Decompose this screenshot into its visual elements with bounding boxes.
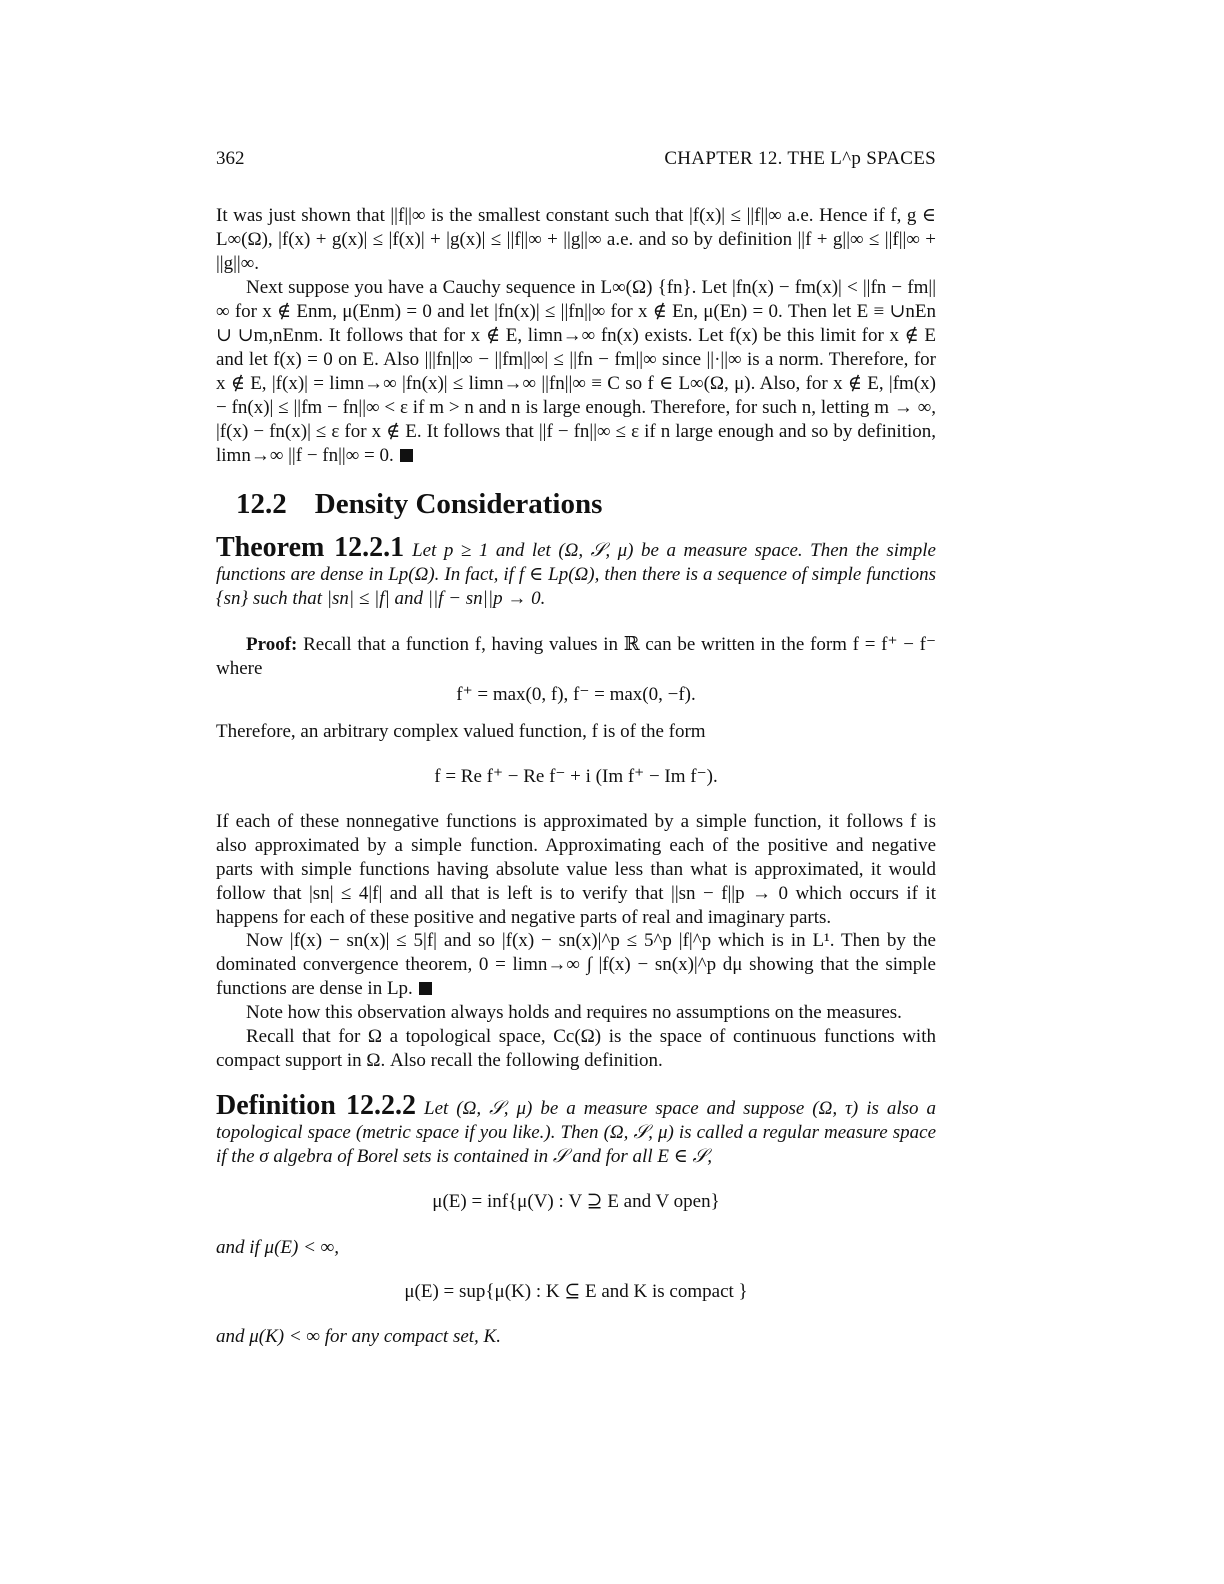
proof-paragraph-2: Therefore, an arbitrary complex valued function, f is of the form	[216, 721, 706, 742]
section-number: 12.2	[236, 488, 287, 520]
intro-paragraph-2: Next suppose you have a Cauchy sequence in L∞(Ω) {fn}. Let |fn(x) − fm(x)| < ||fn − fm||∞ for x ∉ Enm, μ(Enm) = 0 and let |fn(x)| ≤ ||fn||∞ for x ∉ En, μ(En) = 0. Then let E ≡ ∪nEn ∪ ∪m,nEnm. It follows that for x ∉ E, limn→∞ fn(x) exists. Let f(x) be this limit for x ∉ E and let f(x) = 0 on E. Also |||fn||∞ − ||fm||∞| ≤ ||fn − fm||∞ since ||·||∞ is a norm. Therefore, for x ∉ E, |f(x)| = limn→∞ |fn(x)| ≤ limn→∞ ||fn||∞ ≡ C so f ∈ L∞(Ω, μ). Also, for x ∉ E, |fm(x) − fn(x)| ≤ ||fm − fn||∞ < ε if m > n and n is large enough. Therefore, for such n, letting m → ∞, |f(x) − fn(x)| ≤ ε for x ∉ E. It follows that ||f − fn||∞ ≤ ε if n large enough and so by definition, limn→∞ ||f − fn||∞ = 0.	[216, 277, 936, 466]
proof-label: Proof:	[246, 634, 298, 655]
theorem-text: Let p ≥ 1 and let (Ω, 𝒮, μ) be a measure space. Then the simple functions are dense in Lp(Ω). In fact, if f ∈ Lp(Ω), then there is a sequence of simple functions {sn} such that |sn| ≤ |f| and ||f − sn||p → 0.	[216, 540, 936, 609]
equation-outer-regular: μ(E) = inf{μ(V) : V ⊇ E and V open}	[432, 1191, 720, 1212]
page-number: 362	[216, 148, 245, 169]
proof-paragraph-3: If each of these nonnegative functions is approximated by a simple function, it follows f is also approximated by a simple function. Approximating each of the positive and negative parts with simple functions having absolute value less than what is approximated, it would follow that |sn| ≤ 4|f| and all that is left is to verify that ||sn − f||p → 0 which occurs if it happens for each of these positive and negative parts of real and imaginary parts.	[216, 811, 936, 928]
equation-positive-negative-parts: f⁺ = max(0, f), f⁻ = max(0, −f).	[456, 684, 696, 705]
proof-paragraph-4: Now |f(x) − sn(x)| ≤ 5|f| and so |f(x) − sn(x)|^p ≤ 5^p |f|^p which is in L¹. Then by the dominated convergence theorem, 0 = limn→∞ ∫ |f(x) − sn(x)|^p dμ showing that the simple functions are dense in Lp.	[216, 930, 936, 999]
note-paragraph: Note how this observation always holds and requires no assumptions on the measures.	[246, 1002, 902, 1023]
qed-square-icon	[400, 449, 413, 462]
theorem-label: Theorem 12.2.1	[216, 532, 405, 563]
section-title: Density Considerations	[314, 488, 603, 520]
definition-text: Let (Ω, 𝒮, μ) be a measure space and suppose (Ω, τ) is also a topological space (metric space if you like.). Then (Ω, 𝒮, μ) is called a regular measure space if the σ algebra of Borel sets is contained in 𝒮 and for all E ∈ 𝒮,	[216, 1098, 937, 1167]
running-header	[216, 148, 936, 170]
intro-paragraph-1: It was just shown that ||f||∞ is the smallest constant such that |f(x)| ≤ ||f||∞ a.e. Hence if f, g ∈ L∞(Ω), |f(x) + g(x)| ≤ |f(x)| + |g(x)| ≤ ||f||∞ + ||g||∞ a.e. and so by definition ||f + g||∞ ≤ ||f||∞ + ||g||∞.	[216, 205, 936, 274]
chapter-title: CHAPTER 12. THE L^p SPACES	[664, 148, 936, 169]
theorem	[216, 532, 936, 611]
section-heading	[236, 488, 602, 521]
definition-end: and μ(K) < ∞ for any compact set, K.	[216, 1326, 501, 1347]
equation-complex-decomposition: f = Re f⁺ − Re f⁻ + i (Im f⁺ − Im f⁻).	[434, 766, 718, 787]
proof-paragraph-1: Proof: Recall that a function f, having values in ℝ can be written in the form f = f⁺ − f⁻ where	[216, 634, 937, 679]
definition-label: Definition 12.2.2	[216, 1090, 417, 1121]
definition-middle: and if μ(E) < ∞,	[216, 1237, 339, 1258]
definition	[216, 1090, 937, 1169]
qed-square-icon	[419, 982, 432, 995]
recall-paragraph: Recall that for Ω a topological space, Cc(Ω) is the space of continuous functions with compact support in Ω. Also recall the following definition.	[216, 1026, 936, 1071]
equation-inner-regular: μ(E) = sup{μ(K) : K ⊆ E and K is compact }	[404, 1281, 748, 1302]
